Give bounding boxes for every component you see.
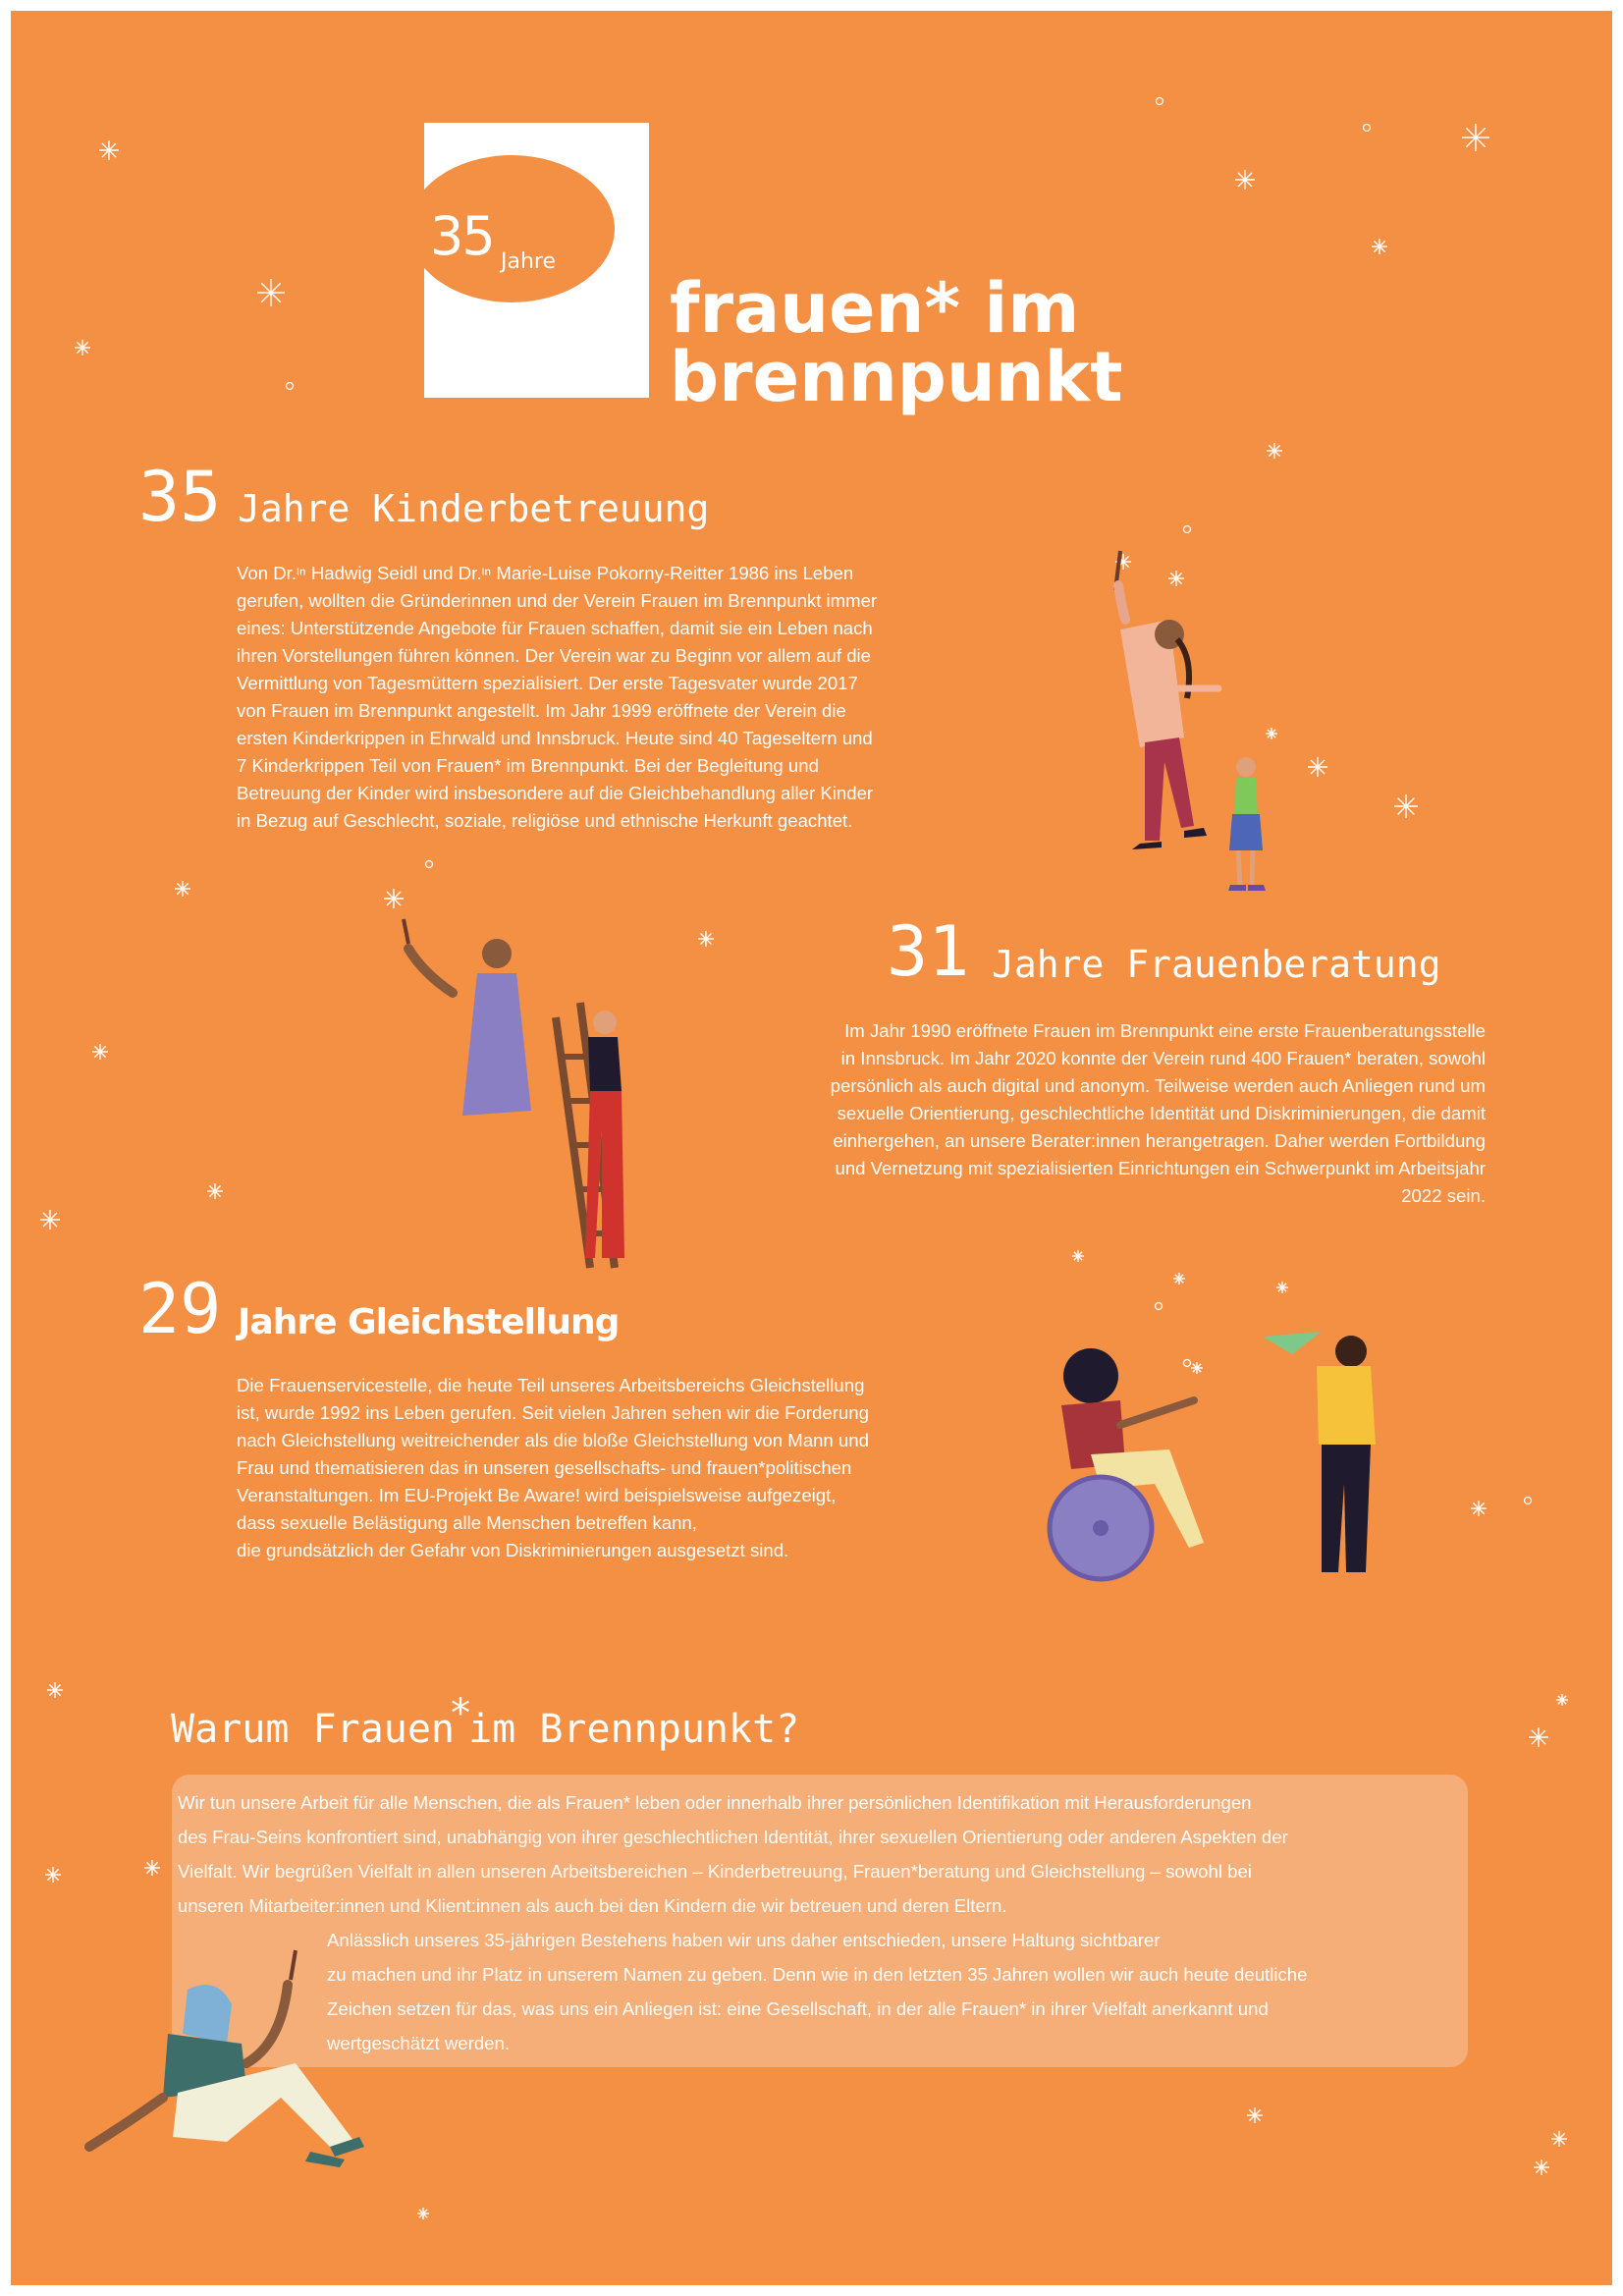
sparkle-star [1267,443,1282,459]
sparkle-star [40,1210,60,1230]
why-heading-star: * [448,1691,473,1736]
text-line: in Bezug auf Geschlecht, soziale, religiöse und ethnische Herkunft geachtet. [237,810,853,831]
illustration-wheelchair-and-friend [1032,1287,1405,1612]
brand-name-line-1: frauen* im [670,268,1080,349]
text-line: Im Jahr 1990 eröffnete Frauen im Brennpunkt eine erste Frauenberatungsstelle [844,1020,1486,1041]
text-line: Die Frauenservicestelle, die heute Teil unseres Arbeitsbereichs Gleichstellung [237,1375,865,1395]
sparkle-star [1551,2131,1567,2147]
sparkle-star [1072,1250,1084,1262]
text-line: in Innsbruck. Im Jahr 2020 konnte der Verein rund 400 Frauen* beraten, sowohl [840,1048,1486,1068]
logo-number: 35 [430,205,494,267]
sparkle-star [1247,2107,1263,2123]
text-line: dass sexuelle Belästigung alle Menschen betreffen kann, [237,1512,697,1533]
beratung-heading: Jahre Frauenberatung [992,943,1441,986]
text-line: Von Dr.ᶦⁿ Hadwig Seidl und Dr.ᶦⁿ Marie-Luise Pokorny-Reitter 1986 ins Leben [237,563,854,583]
text-line: unseren Mitarbeiter:innen und Klient:innen als auch bei den Kindern die wir betreuen und deren Eltern. [178,1895,1007,1916]
text-line: und Vernetzung mit spezialisierten Einrichtungen ein Schwerpunkt im Arbeitsjahr [835,1158,1486,1178]
illustration-ladder-and-helper [394,895,649,1268]
text-line: Betreuung der Kinder wird insbesondere auf die Gleichbehandlung aller Kinder [237,783,874,803]
text-line: Frau und thematisieren das in unseren gesellschafts- und frauen*politischen [237,1457,852,1478]
sparkle-star [45,1867,61,1883]
text-line: ersten Kinderkrippen in Ehrwald und Innsbruck. Heute sind 40 Tageseltern und [237,728,873,748]
ring-dot [287,383,294,390]
text-line: einhergehen, an unsere Berater:innen herangetragen. Daher werden Fortbildung [833,1130,1486,1151]
sparkle-star [99,140,119,160]
kinder-years-number: 35 [138,457,222,537]
illustration-adult-and-child [1071,541,1297,904]
text-line: 2022 sein. [1401,1185,1486,1206]
illustration-sitting-woman [70,1926,423,2181]
kinder-paragraph [237,560,877,835]
ring-dot [426,861,433,868]
text-line: nach Gleichstellung weitreichender als die bloße Gleichstellung von Mann und [237,1430,869,1450]
ring-dot [1157,98,1163,105]
sparkle-star [1471,1501,1487,1516]
why-heading-part2: im Brennpunkt? [468,1707,800,1752]
why-heading [171,1691,800,1752]
ring-dot [1364,125,1371,132]
text-line: Vielfalt. Wir begrüßen Vielfalt in allen unseren Arbeitsbereichen – Kinderbetreuung, Frauen*beratung und Gleichstellung – sowohl bei [178,1861,1252,1882]
text-line: des Frau-Seins konfrontiert sind, unabhängig von ihrer geschlechtlichen Identität, ihrer sexuellen Orientierung oder anderen Aspekten der [178,1827,1288,1847]
text-line: zu machen und ihr Platz in unserem Namen zu geben. Denn wie in den letzten 35 Jahren wollen wir auch heute deutliche [327,1964,1308,1985]
text-line: gerufen, wollten die Gründerinnen und der Verein Frauen im Brennpunkt immer [237,590,878,611]
sparkle-star [144,1860,160,1876]
sparkle-star [1462,124,1489,151]
beratung-years-number: 31 [887,911,970,992]
text-line: persönlich als auch digital und anonym. Teilweise werden auch Anliegen rund um [830,1075,1486,1096]
gleich-years-number: 29 [138,1269,222,1349]
sparkle-star [1534,2159,1549,2175]
text-line: sexuelle Orientierung, geschlechtliche Identität und Diskriminierungen, die damit [837,1103,1486,1123]
why-heading-part1: Warum Frauen [171,1707,455,1752]
sparkle-star [1394,794,1418,818]
sparkle-star [47,1682,63,1698]
kinder-heading: Jahre Kinderbetreuung [238,487,710,530]
gleich-paragraph [237,1372,869,1564]
sparkle-star [207,1183,223,1199]
sparkle-star [1372,239,1387,254]
text-line: ihren Vorstellungen führen können. Der Verein war zu Beginn vor allem auf die [237,645,872,666]
sparkle-star [698,931,714,947]
sparkle-star [1173,1273,1185,1285]
sparkle-star [75,340,90,355]
text-line: die grundsätzlich der Gefahr von Diskriminierungen ausgesetzt sind. [237,1540,789,1560]
sparkle-star [92,1044,108,1060]
ring-dot [1184,526,1191,533]
sparkle-star [257,279,285,306]
gleich-heading: Jahre Gleichstellung [238,1302,620,1342]
text-line: Anlässlich unseres 35-jährigen Bestehens haben wir uns daher entschieden, unsere Haltung sichtbarer [327,1930,1161,1950]
ring-dot [1525,1498,1532,1504]
sparkle-star [1235,170,1255,190]
text-line: ist, wurde 1992 ins Leben gerufen. Seit vielen Jahren sehen wir die Forderung [237,1402,869,1423]
text-line: eines: Unterstützende Angebote für Frauen schaffen, damit sie ein Leben nach [237,618,873,638]
poster [11,11,1612,2285]
text-line: wertgeschätzt werden. [327,2033,511,2053]
sparkle-star [175,881,190,897]
logo-label: Jahre [501,249,557,274]
brand-name-line-2: brennpunkt [670,337,1123,417]
text-line: Veranstaltungen. Im EU-Projekt Be Aware! wird beispielsweise aufgezeigt, [237,1485,837,1505]
text-line: Zeichen setzen für das, was uns ein Anliegen ist: eine Gesellschaft, in der alle Frauen* in ihrer Vielfalt anerkannt und [327,1998,1269,2019]
sparkle-star [1308,757,1327,777]
text-line: Wir tun unsere Arbeit für alle Menschen, die als Frauen* leben oder innerhalb ihrer persönlichen Identifikation mit Herausforderungen [178,1792,1252,1813]
text-line: 7 Kinderkrippen Teil von Frauen* im Brennpunkt. Bei der Begleitung und [237,755,819,776]
sparkle-star [417,2208,429,2219]
sparkle-star [1556,1694,1568,1706]
beratung-paragraph [737,1017,1486,1210]
text-line: Vermittlung von Tagesmüttern spezialisiert. Der erste Tagesvater wurde 2017 [237,673,858,693]
sparkle-star [1529,1727,1548,1747]
text-line: von Frauen im Brennpunkt angestellt. Im Jahr 1999 eröffnete der Verein die [237,700,846,721]
